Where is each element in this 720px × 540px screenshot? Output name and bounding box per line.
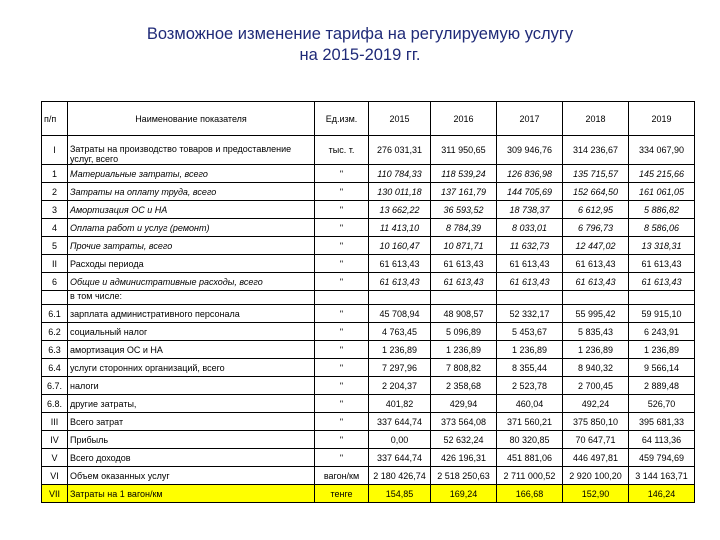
row-value: 7 297,96 [369,359,431,377]
row-value: 166,68 [497,485,563,503]
row-value: 45 708,94 [369,305,431,323]
row-num: III [42,413,68,431]
table-row [42,359,695,377]
header-unit: Ед.изм. [315,102,369,136]
row-num: 5 [42,237,68,255]
header-year: 2019 [629,102,695,136]
table-row [42,237,695,255]
row-value: 146,24 [629,485,695,503]
row-value [369,291,431,305]
row-num: 6.2 [42,323,68,341]
row-value: 61 613,43 [629,273,695,291]
header-row [42,102,695,136]
row-name: Затраты на 1 вагон/км [68,485,315,503]
title-line-1: Возможное изменение тарифа на регулируемую услугу [146,25,574,43]
row-value: 446 497,81 [563,449,629,467]
row-name: Затраты на производство товаров и предоставление услуг, всего [68,136,315,165]
row-num: VII [42,485,68,503]
row-value: 395 681,33 [629,413,695,431]
row-unit: " [315,395,369,413]
row-value: 2 358,68 [431,377,497,395]
row-value: 48 908,57 [431,305,497,323]
row-value: 5 096,89 [431,323,497,341]
row-value: 451 881,06 [497,449,563,467]
row-value: 61 613,43 [431,255,497,273]
row-value: 5 453,67 [497,323,563,341]
row-value: 13 662,22 [369,201,431,219]
row-value: 61 613,43 [431,273,497,291]
table-row [42,219,695,237]
row-unit [315,291,369,305]
row-value: 61 613,43 [369,255,431,273]
row-unit: " [315,323,369,341]
row-value: 161 061,05 [629,183,695,201]
table-row [42,165,695,183]
row-value: 1 236,89 [431,341,497,359]
row-name: амортизация ОС и НА [68,341,315,359]
row-value: 459 794,69 [629,449,695,467]
table-row [42,449,695,467]
row-value: 61 613,43 [563,273,629,291]
row-unit: " [315,431,369,449]
row-unit: " [315,219,369,237]
row-value: 2 518 250,63 [431,467,497,485]
row-unit: " [315,183,369,201]
row-name: Амортизация ОС и НА [68,201,315,219]
row-unit: " [315,449,369,467]
row-value: 8 033,01 [497,219,563,237]
row-unit: " [315,377,369,395]
row-unit: " [315,341,369,359]
table-row [42,323,695,341]
row-value: 2 920 100,20 [563,467,629,485]
row-value: 145 215,66 [629,165,695,183]
row-value: 61 613,43 [497,255,563,273]
row-num: I [42,136,68,165]
row-name: Прочие затраты, всего [68,237,315,255]
row-value: 61 613,43 [497,273,563,291]
row-value: 55 995,42 [563,305,629,323]
row-value: 2 700,45 [563,377,629,395]
row-value: 118 539,24 [431,165,497,183]
row-value: 3 144 163,71 [629,467,695,485]
row-value: 0,00 [369,431,431,449]
row-unit: " [315,237,369,255]
row-num: 6.3 [42,341,68,359]
row-value: 152,90 [563,485,629,503]
table-row [42,183,695,201]
row-value: 11 413,10 [369,219,431,237]
row-unit: " [315,273,369,291]
row-value: 61 613,43 [369,273,431,291]
row-value: 373 564,08 [431,413,497,431]
row-value: 334 067,90 [629,136,695,165]
table-row [42,305,695,323]
row-value: 64 113,36 [629,431,695,449]
row-value: 375 850,10 [563,413,629,431]
row-value [497,291,563,305]
table-row [42,413,695,431]
row-num: IV [42,431,68,449]
table-row [42,377,695,395]
row-value: 401,82 [369,395,431,413]
table-row [42,255,695,273]
header-year: 2018 [563,102,629,136]
row-num: V [42,449,68,467]
row-name: Материальные затраты, всего [68,165,315,183]
table-row [42,291,695,305]
row-name: налоги [68,377,315,395]
table-row [42,341,695,359]
row-value: 59 915,10 [629,305,695,323]
row-value: 6 243,91 [629,323,695,341]
row-value: 429,94 [431,395,497,413]
table-row [42,273,695,291]
row-num: 3 [42,201,68,219]
row-unit: вагон/км [315,467,369,485]
document-title [0,24,720,66]
row-value: 126 836,98 [497,165,563,183]
row-value: 311 950,65 [431,136,497,165]
row-name: социальный налог [68,323,315,341]
tariff-table [41,101,695,503]
row-num [42,291,68,305]
table-row [42,431,695,449]
row-value: 52 332,17 [497,305,563,323]
row-num: 1 [42,165,68,183]
row-value: 8 586,06 [629,219,695,237]
row-name: Всего доходов [68,449,315,467]
row-value: 1 236,89 [369,341,431,359]
row-name: услуги сторонних организаций, всего [68,359,315,377]
row-value: 309 946,76 [497,136,563,165]
row-value: 371 560,21 [497,413,563,431]
row-value: 337 644,74 [369,449,431,467]
row-value: 526,70 [629,395,695,413]
row-unit: " [315,255,369,273]
title-line-2: на 2015-2019 гг. [299,46,421,64]
row-num: 6 [42,273,68,291]
row-value: 12 447,02 [563,237,629,255]
row-value: 110 784,33 [369,165,431,183]
row-value: 18 738,37 [497,201,563,219]
row-num: 6.8. [42,395,68,413]
row-name: Всего затрат [68,413,315,431]
row-value: 61 613,43 [563,255,629,273]
row-name: Расходы периода [68,255,315,273]
row-value: 61 613,43 [629,255,695,273]
header-year: 2017 [497,102,563,136]
row-value: 8 940,32 [563,359,629,377]
row-value: 6 796,73 [563,219,629,237]
row-num: II [42,255,68,273]
table-row [42,395,695,413]
row-value: 7 808,82 [431,359,497,377]
row-value: 137 161,79 [431,183,497,201]
row-value: 460,04 [497,395,563,413]
row-value: 5 835,43 [563,323,629,341]
row-value: 70 647,71 [563,431,629,449]
row-value: 52 632,24 [431,431,497,449]
row-value: 2 204,37 [369,377,431,395]
table-row [42,136,695,165]
row-value: 5 886,82 [629,201,695,219]
row-value: 9 566,14 [629,359,695,377]
row-value: 130 011,18 [369,183,431,201]
row-name: Прибыль [68,431,315,449]
table-row [42,485,695,503]
row-unit: " [315,201,369,219]
row-unit: " [315,305,369,323]
header-num: п/п [42,102,68,136]
table-row [42,201,695,219]
row-value: 13 318,31 [629,237,695,255]
row-value: 1 236,89 [629,341,695,359]
row-num: VI [42,467,68,485]
row-value [563,291,629,305]
row-value: 4 763,45 [369,323,431,341]
row-value: 8 355,44 [497,359,563,377]
row-value: 80 320,85 [497,431,563,449]
row-value: 10 160,47 [369,237,431,255]
row-value: 1 236,89 [497,341,563,359]
row-value: 11 632,73 [497,237,563,255]
row-value: 2 711 000,52 [497,467,563,485]
row-value: 36 593,52 [431,201,497,219]
row-value: 426 196,31 [431,449,497,467]
row-value: 337 644,74 [369,413,431,431]
row-value: 314 236,67 [563,136,629,165]
row-num: 6.1 [42,305,68,323]
row-unit: " [315,413,369,431]
row-value: 1 236,89 [563,341,629,359]
row-name: Объем оказанных услуг [68,467,315,485]
row-value: 2 180 426,74 [369,467,431,485]
row-unit: тыс. т. [315,136,369,165]
row-unit: " [315,359,369,377]
row-value: 144 705,69 [497,183,563,201]
header-year: 2016 [431,102,497,136]
row-name: другие затраты, [68,395,315,413]
row-num: 6.7. [42,377,68,395]
row-value: 2 523,78 [497,377,563,395]
row-name: Общие и административные расходы, всего [68,273,315,291]
row-name: Оплата работ и услуг (ремонт) [68,219,315,237]
row-value: 8 784,39 [431,219,497,237]
header-name: Наименование показателя [68,102,315,136]
row-unit: тенге [315,485,369,503]
row-value: 152 664,50 [563,183,629,201]
row-unit: " [315,165,369,183]
row-name: зарплата административного персонала [68,305,315,323]
row-value: 2 889,48 [629,377,695,395]
row-value [629,291,695,305]
table-row [42,467,695,485]
row-value: 276 031,31 [369,136,431,165]
row-value: 492,24 [563,395,629,413]
header-year: 2015 [369,102,431,136]
row-value: 169,24 [431,485,497,503]
row-name: в том числе: [68,291,315,305]
row-value: 154,85 [369,485,431,503]
row-num: 6.4 [42,359,68,377]
row-value: 135 715,57 [563,165,629,183]
row-num: 4 [42,219,68,237]
row-name: Затраты на оплату труда, всего [68,183,315,201]
row-value: 6 612,95 [563,201,629,219]
row-num: 2 [42,183,68,201]
row-value: 10 871,71 [431,237,497,255]
row-value [431,291,497,305]
